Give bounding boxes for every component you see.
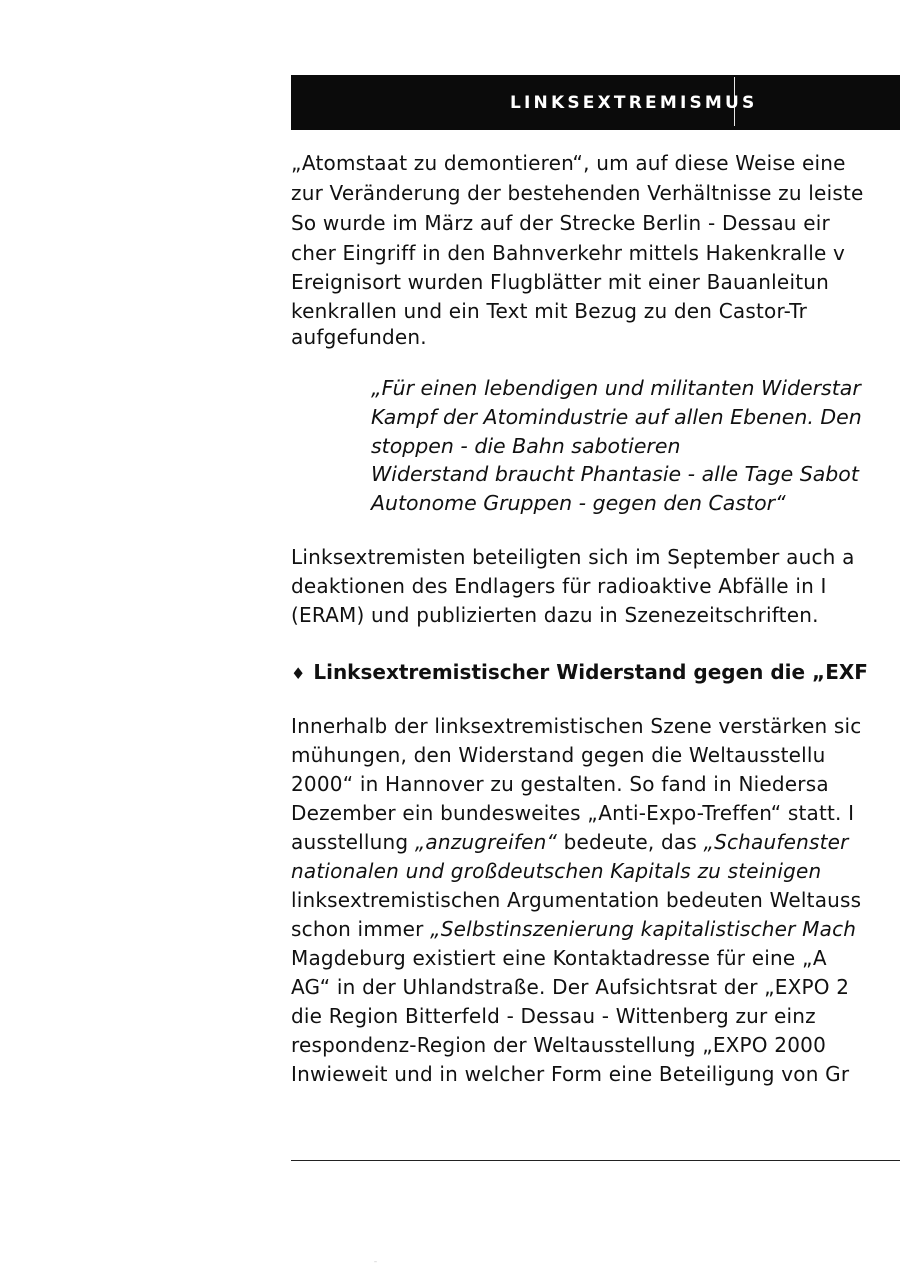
text-line: So wurde im März auf der Strecke Berlin - Dessau eir	[291, 211, 830, 235]
text-span: bedeute, das	[557, 830, 704, 854]
text-line: die Region Bitterfeld - Dessau - Wittenberg zur einz	[291, 1004, 816, 1028]
text-line: Innerhalb der linksextremistischen Szene verstärken sic	[291, 714, 862, 738]
text-span-italic: „Selbstinszenierung kapitalistischer Mach	[430, 917, 857, 941]
text-span: ausstellung	[291, 830, 415, 854]
text-line: Ereignisort wurden Flugblätter mit einer Bauanleitun	[291, 270, 829, 294]
text-line	[291, 830, 849, 854]
diamond-bullet-icon: ♦	[291, 664, 306, 683]
section-heading-expo	[291, 659, 868, 687]
text-line: deaktionen des Endlagers für radioaktive Abfälle in I	[291, 574, 827, 598]
text-line: mühungen, den Widerstand gegen die Weltausstellu	[291, 743, 826, 767]
scan-artifact-dots: ¨	[374, 1261, 377, 1268]
text-line: linksextremistischen Argumentation bedeuten Weltauss	[291, 888, 862, 912]
text-line: 2000“ in Hannover zu gestalten. So fand in Niedersa	[291, 772, 829, 796]
text-line	[291, 917, 856, 941]
text-span: schon immer	[291, 917, 431, 941]
text-line: Inwieweit und in welcher Form eine Beteiligung von Gr	[291, 1062, 850, 1086]
text-line: aufgefunden.	[291, 325, 427, 349]
footnote-separator-rule	[291, 1160, 900, 1161]
text-line: Magdeburg existiert eine Kontaktadresse für eine „A	[291, 946, 827, 970]
text-line: respondenz-Region der Weltausstellung „EXPO 2000	[291, 1033, 827, 1057]
text-span-italic: „anzugreifen“	[414, 830, 558, 854]
text-line: Linksextremisten beteiligten sich im September auch a	[291, 545, 855, 569]
section-header-bar	[291, 75, 900, 130]
section-header-title: LINKSEXTREMISMUS	[510, 93, 758, 113]
quote-line: Autonome Gruppen - gegen den Castor“	[371, 491, 786, 515]
text-line: kenkrallen und ein Text mit Bezug zu den Castor-Tr	[291, 299, 808, 323]
quote-line: „Für einen lebendigen und militanten Widerstar	[371, 376, 861, 400]
section-heading-text: Linksextremistischer Widerstand gegen die „EXF	[313, 660, 868, 684]
text-line: „Atomstaat zu demontieren“, um auf diese Weise eine	[291, 151, 846, 175]
quote-line: Kampf der Atomindustrie auf allen Ebenen. Den	[371, 405, 862, 429]
text-line: (ERAM) und publizierten dazu in Szenezeitschriften.	[291, 603, 819, 627]
text-line: cher Eingriff in den Bahnverkehr mittels Hakenkralle v	[291, 241, 846, 265]
text-line: zur Veränderung der bestehenden Verhältnisse zu leiste	[291, 181, 864, 205]
quote-line: stoppen - die Bahn sabotieren	[371, 434, 681, 458]
text-line: AG“ in der Uhlandstraße. Der Aufsichtsrat der „EXPO 2	[291, 975, 850, 999]
text-line-italic: nationalen und großdeutschen Kapitals zu steinigen	[291, 859, 822, 883]
text-span-italic: „Schaufenster	[703, 830, 849, 854]
quote-line: Widerstand braucht Phantasie - alle Tage Sabot	[371, 462, 859, 486]
text-line: Dezember ein bundesweites „Anti-Expo-Treffen“ statt. I	[291, 801, 855, 825]
